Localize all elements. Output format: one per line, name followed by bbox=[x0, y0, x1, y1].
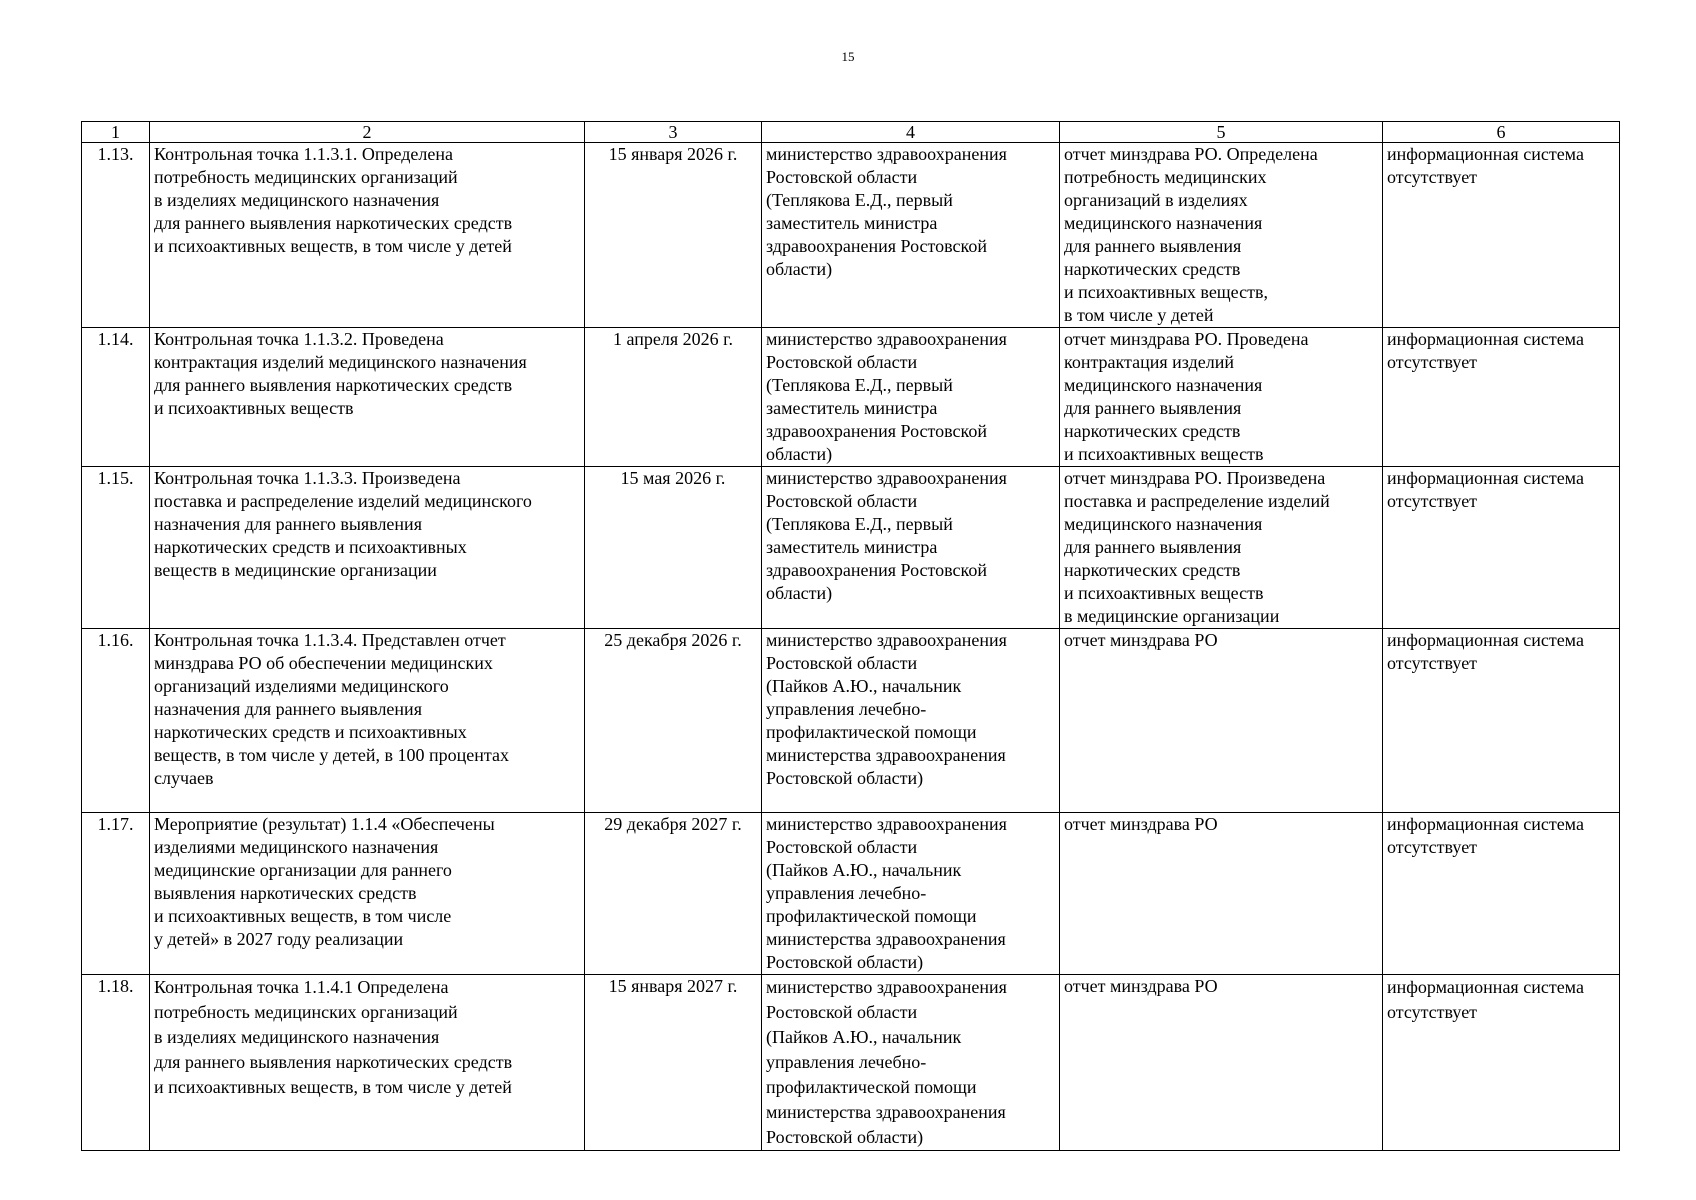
responsible-cell: министерство здравоохранения Ростовской области (Теплякова Е.Д., первый заместитель министра здравоохранения Ростовской области) bbox=[762, 143, 1060, 328]
responsible-cell: министерство здравоохранения Ростовской области (Теплякова Е.Д., первый заместитель министра здравоохранения Ростовской области) bbox=[762, 328, 1060, 467]
row-number: 1.18. bbox=[82, 975, 150, 1151]
responsible-cell: министерство здравоохранения Ростовской области (Пайков А.Ю., начальник управления лечебно- профилактической помощи министерства здравоохранения Ростовской области) bbox=[762, 975, 1060, 1151]
header-row bbox=[82, 122, 1620, 143]
event-cell: Мероприятие (результат) 1.1.4 «Обеспечены изделиями медицинского назначения медицинские организации для раннего выявления наркотических средств и психоактивных веществ, в том числе у детей» в 2027 году реализации bbox=[150, 813, 585, 975]
table-row bbox=[82, 467, 1620, 629]
responsible-cell: министерство здравоохранения Ростовской области (Пайков А.Ю., начальник управления лечебно- профилактической помощи министерства здравоохранения Ростовской области) bbox=[762, 813, 1060, 975]
date-cell: 15 января 2027 г. bbox=[585, 975, 762, 1151]
responsible-cell: министерство здравоохранения Ростовской области (Пайков А.Ю., начальник управления лечебно- профилактической помощи министерства здравоохранения Ростовской области) bbox=[762, 629, 1060, 813]
date-cell: 15 мая 2026 г. bbox=[585, 467, 762, 629]
column-header: 3 bbox=[585, 122, 762, 143]
document-cell: отчет минздрава РО. Определена потребность медицинских организаций в изделиях медицинского назначения для раннего выявления наркотических средств и психоактивных веществ, в том числе у детей bbox=[1060, 143, 1383, 328]
event-cell: Контрольная точка 1.1.3.2. Проведена контрактация изделий медицинского назначения для раннего выявления наркотических средств и психоактивных веществ bbox=[150, 328, 585, 467]
event-cell: Контрольная точка 1.1.4.1 Определена потребность медицинских организаций в изделиях медицинского назначения для раннего выявления наркотических средств и психоактивных веществ, в том числе у детей bbox=[150, 975, 585, 1151]
table-row bbox=[82, 629, 1620, 813]
table-row bbox=[82, 975, 1620, 1151]
row-number: 1.14. bbox=[82, 328, 150, 467]
system-cell: информационная система отсутствует bbox=[1383, 813, 1620, 975]
table-row bbox=[82, 143, 1620, 328]
page-number: 15 bbox=[841, 49, 855, 64]
document-cell: отчет минздрава РО bbox=[1060, 813, 1383, 975]
date-cell: 29 декабря 2027 г. bbox=[585, 813, 762, 975]
date-cell: 25 декабря 2026 г. bbox=[585, 629, 762, 813]
system-cell: информационная система отсутствует bbox=[1383, 467, 1620, 629]
date-cell: 1 апреля 2026 г. bbox=[585, 328, 762, 467]
column-header: 5 bbox=[1060, 122, 1383, 143]
column-header: 6 bbox=[1383, 122, 1620, 143]
system-cell: информационная система отсутствует bbox=[1383, 975, 1620, 1151]
document-cell: отчет минздрава РО. Проведена контрактация изделий медицинского назначения для раннего выявления наркотических средств и психоактивных веществ bbox=[1060, 328, 1383, 467]
responsible-cell: министерство здравоохранения Ростовской области (Теплякова Е.Д., первый заместитель министра здравоохранения Ростовской области) bbox=[762, 467, 1060, 629]
document-cell: отчет минздрава РО bbox=[1060, 975, 1383, 1151]
date-cell: 15 января 2026 г. bbox=[585, 143, 762, 328]
table-row bbox=[82, 813, 1620, 975]
column-header: 1 bbox=[82, 122, 150, 143]
document-cell: отчет минздрава РО. Произведена поставка и распределение изделий медицинского назначения для раннего выявления наркотических средств и психоактивных веществ в медицинские организации bbox=[1060, 467, 1383, 629]
row-number: 1.13. bbox=[82, 143, 150, 328]
event-cell: Контрольная точка 1.1.3.3. Произведена поставка и распределение изделий медицинского назначения для раннего выявления наркотических средств и психоактивных веществ в медицинские организации bbox=[150, 467, 585, 629]
row-number: 1.16. bbox=[82, 629, 150, 813]
event-cell: Контрольная точка 1.1.3.4. Представлен отчет минздрава РО об обеспечении медицинских организаций изделиями медицинского назначения для раннего выявления наркотических средств и психоактивных веществ, в том числе у детей, в 100 процентах случаев bbox=[150, 629, 585, 813]
document-cell: отчет минздрава РО bbox=[1060, 629, 1383, 813]
row-number: 1.17. bbox=[82, 813, 150, 975]
column-header: 4 bbox=[762, 122, 1060, 143]
system-cell: информационная система отсутствует bbox=[1383, 328, 1620, 467]
row-number: 1.15. bbox=[82, 467, 150, 629]
system-cell: информационная система отсутствует bbox=[1383, 629, 1620, 813]
event-cell: Контрольная точка 1.1.3.1. Определена потребность медицинских организаций в изделиях медицинского назначения для раннего выявления наркотических средств и психоактивных веществ, в том числе у детей bbox=[150, 143, 585, 328]
column-header: 2 bbox=[150, 122, 585, 143]
system-cell: информационная система отсутствует bbox=[1383, 143, 1620, 328]
table-row bbox=[82, 328, 1620, 467]
plan-table bbox=[81, 121, 1620, 1151]
